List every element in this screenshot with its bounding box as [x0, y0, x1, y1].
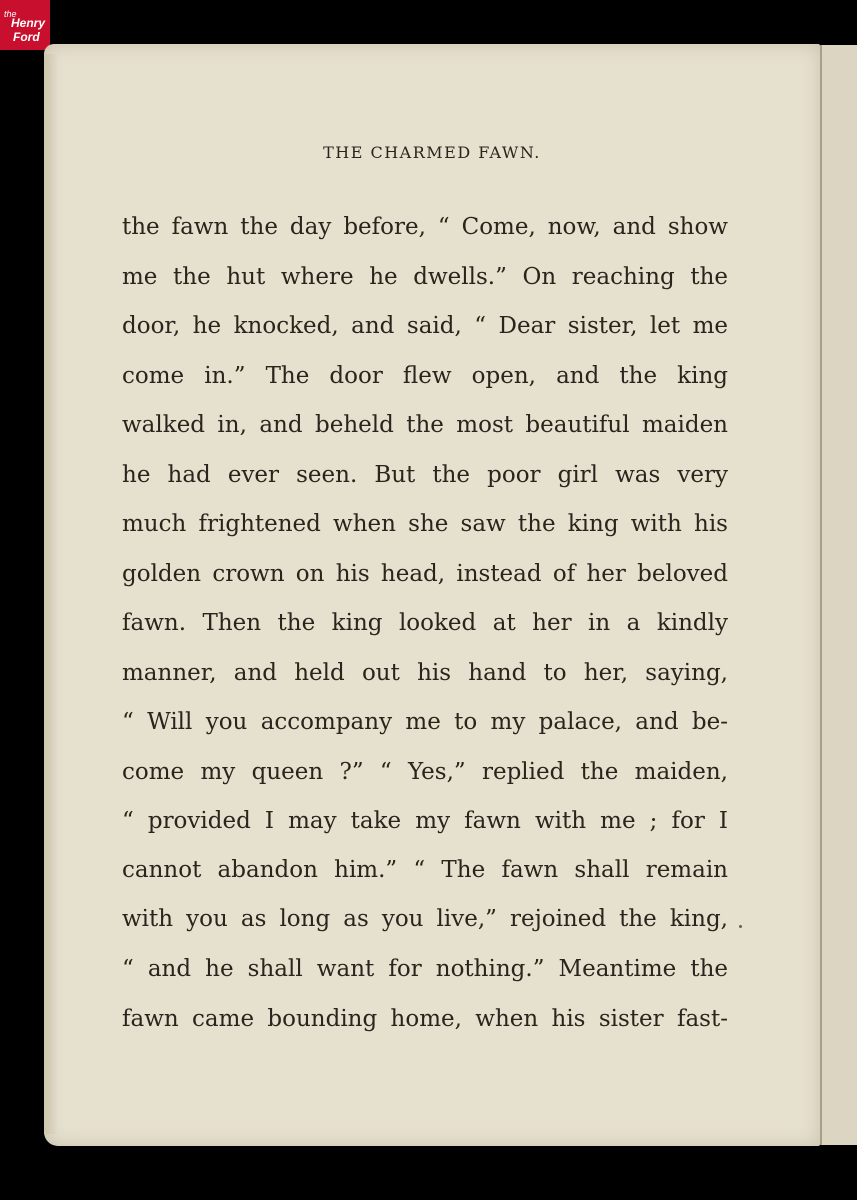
text-line: walked in, and beheld the most beautiful maiden: [122, 412, 728, 438]
ink-speck: [739, 925, 742, 928]
logo-text-the: the: [4, 9, 17, 19]
logo-text-ford: Ford: [13, 30, 40, 44]
logo-text-henry: Henry: [11, 16, 46, 30]
text-line: fawn came bounding home, when his sister fast-: [122, 1006, 728, 1032]
text-line: manner, and held out his hand to her, saying,: [122, 660, 728, 686]
text-line: come in.” The door flew open, and the king: [122, 363, 728, 389]
text-line: the fawn the day before, “ Come, now, and show: [122, 214, 728, 240]
henry-ford-logo: [0, 0, 50, 50]
text-line: fawn. Then the king looked at her in a kindly: [122, 610, 728, 636]
text-line: me the hut where he dwells.” On reaching the: [122, 264, 728, 290]
text-line: with you as long as you live,” rejoined the king,: [122, 906, 728, 932]
text-line: door, he knocked, and said, “ Dear sister, let me: [122, 313, 728, 339]
text-line: much frightened when she saw the king with his: [122, 511, 728, 537]
text-line: “ and he shall want for nothing.” Meantime the: [122, 956, 728, 982]
book-page: [44, 44, 820, 1146]
text-line: “ Will you accompany me to my palace, and be-: [122, 709, 728, 735]
text-line: he had ever seen. But the poor girl was very: [122, 462, 728, 488]
text-line: come my queen ?” “ Yes,” replied the maiden,: [122, 759, 728, 785]
text-line: golden crown on his head, instead of her beloved: [122, 561, 728, 587]
text-line: “ provided I may take my fawn with me ; for I: [122, 808, 728, 834]
text-line: cannot abandon him.” “ The fawn shall remain: [122, 857, 728, 883]
running-head: THE CHARMED FAWN.: [323, 143, 541, 162]
facing-page-edge: [820, 45, 857, 1145]
